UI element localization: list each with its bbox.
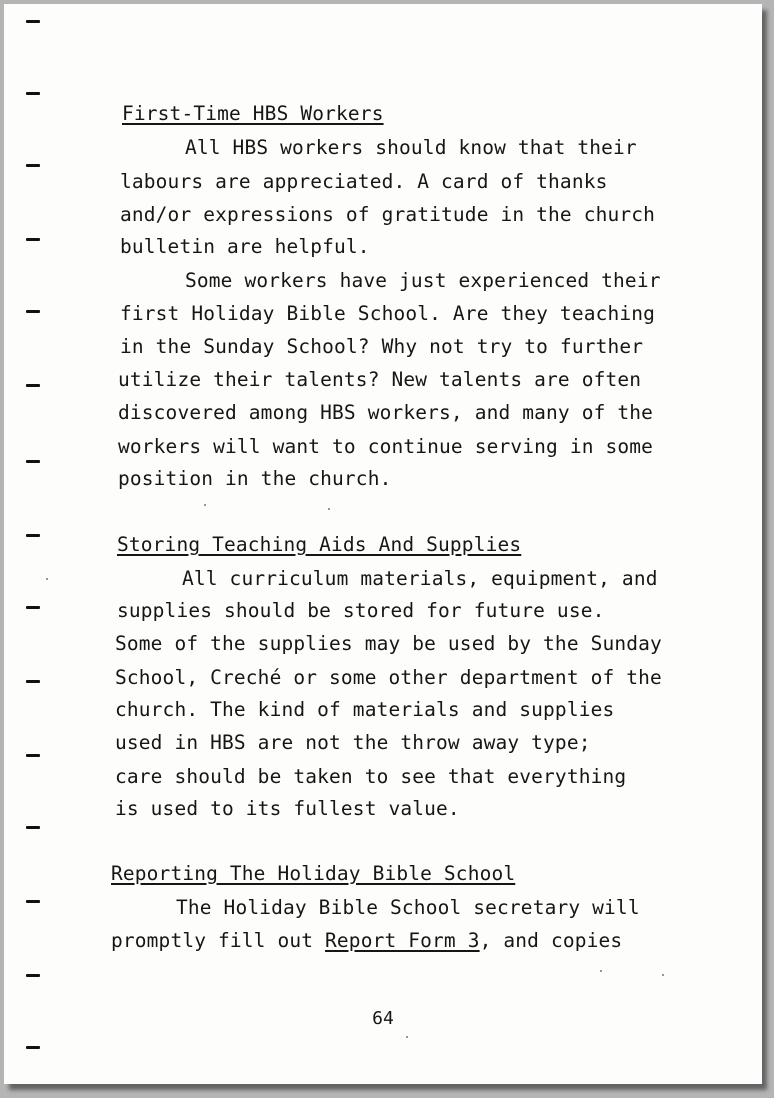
margin-tick [26,534,40,537]
body-line: and/or expressions of gratitude in the church [120,203,656,226]
scan-speck [662,974,664,976]
margin-tick [26,974,40,977]
report-form-reference: Report Form 3 [325,929,480,952]
body-line: position in the church. [118,467,392,490]
body-line: labours are appreciated. A card of thanks [120,170,608,193]
scan-speck [46,578,48,580]
body-line: Some of the supplies may be used by the Sunday [115,632,662,655]
body-line: Some workers have just experienced their [185,269,661,292]
body-line: first Holiday Bible School. Are they teaching [120,302,656,325]
margin-tick [26,826,40,829]
margin-tick [26,238,40,241]
margin-tick [26,20,40,23]
body-text: promptly fill out [111,929,314,952]
body-line: All HBS workers should know that their [185,136,637,159]
body-line: church. The kind of materials and supplies [115,698,615,721]
body-line: All curriculum materials, equipment, and [182,567,658,590]
section-heading: First-Time HBS Workers [122,102,384,125]
scan-speck [204,504,206,506]
body-line: discovered among HBS workers, and many of the [118,401,654,424]
page-number: 64 [372,1008,394,1029]
body-line: care should be taken to see that everything [115,765,627,788]
body-line [111,929,622,953]
margin-tick [26,460,40,463]
margin-tick [26,900,40,903]
margin-tick [26,164,40,167]
body-line: workers will want to continue serving in some [118,435,654,458]
margin-tick [26,754,40,757]
body-line: is used to its fullest value. [115,797,460,820]
section-heading: Reporting The Holiday Bible School [111,862,516,885]
margin-tick [26,680,40,683]
margin-tick [26,92,40,95]
scan-speck [328,508,330,510]
body-line: The Holiday Bible School secretary will [176,896,640,919]
margin-tick [26,384,40,387]
body-line: supplies should be stored for future use. [117,599,605,622]
body-line: bulletin are helpful. [120,235,370,258]
body-line: utilize their talents? New talents are often [118,368,642,391]
body-line: School, Creché or some other department of the [115,666,662,689]
document-page [4,4,762,1084]
margin-tick [26,310,40,313]
section-heading: Storing Teaching Aids And Supplies [117,533,522,556]
body-text: , and copies [479,929,623,952]
margin-tick [26,1046,40,1049]
scan-speck [406,1036,408,1038]
scan-speck [600,970,602,972]
body-line: used in HBS are not the throw away type; [115,731,591,754]
body-line: in the Sunday School? Why not try to further [120,335,644,358]
margin-tick [26,606,40,609]
